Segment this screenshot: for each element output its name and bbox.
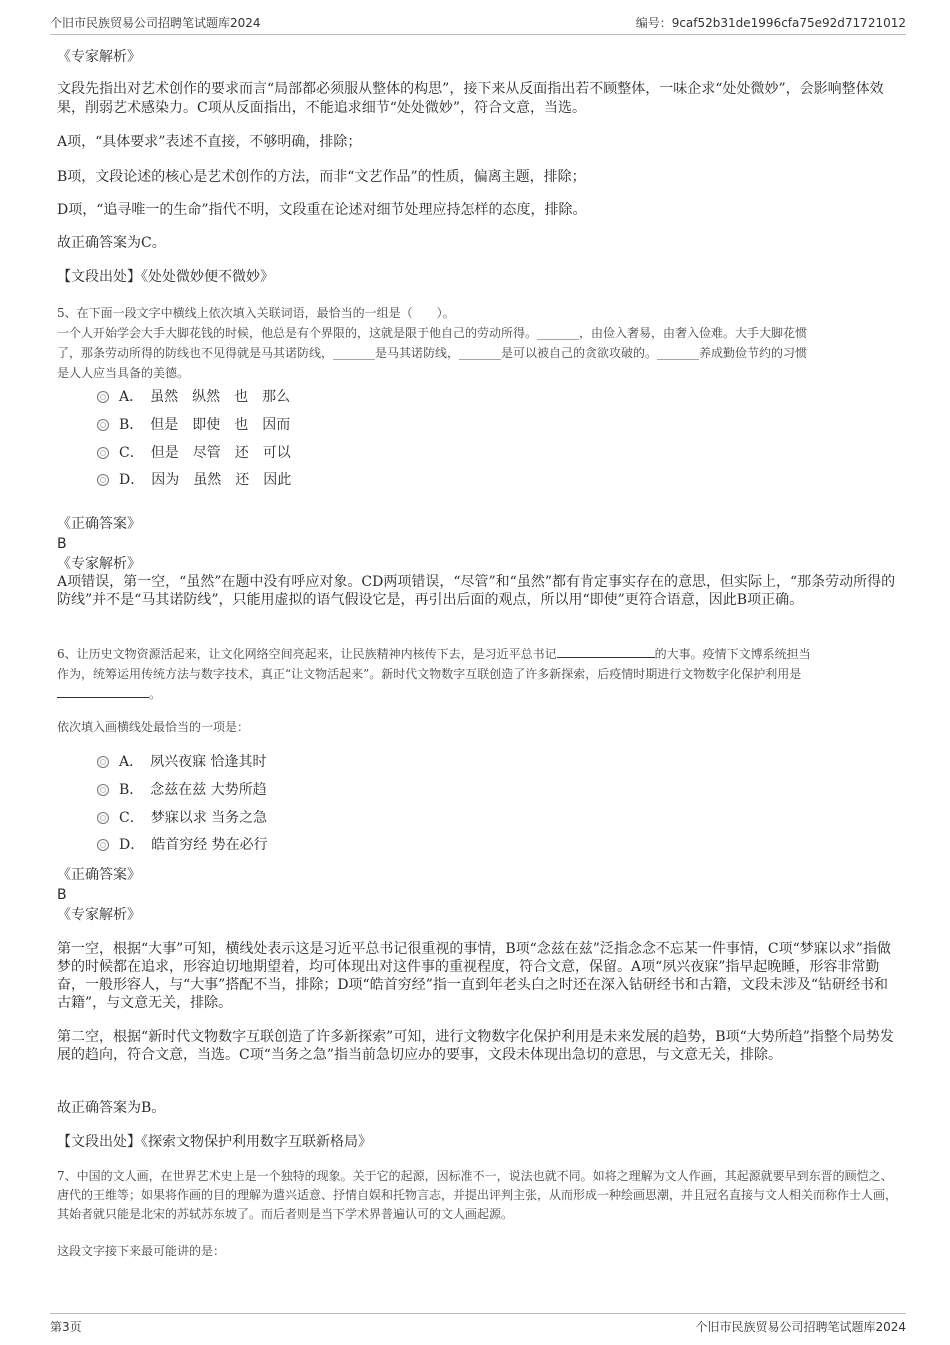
q6-answer-label: 《正确答案》 [57,867,141,883]
q6-source: 【文段出处】《探索文物保护利用数字互联新格局》 [57,1134,372,1150]
q6-analysis-label: 《专家解析》 [57,907,141,923]
q5-text-line1: 一个人开始学会大手大脚花钱的时候，他总是有个界限的，这就是限于他自己的劳动所得。_______，由俭入奢易，由奢入俭难。大手大脚花惯 [57,326,808,340]
q5-text-line3: 是人人应当具备的美德。 [57,366,190,380]
q6-stem-line2: 作为，统筹运用传统方法与数字技术，真正“让文物活起来”。新时代文物数字互联创造了许多新探索，后疫情时期进行文物数字化保护利用是 [57,667,802,681]
q6-prompt: 依次填入画横线处最恰当的一项是： [57,720,250,734]
q5-analysis: A项错误，第一空，“虽然”在题中没有呼应对象。CD两项错误，“尽管”和“虽然”都有肯定事实存在的意思，但实际上，“那条劳动所得的防线”并不是“马其诺防线”，只能用虚拟的语气假设它是，再引出后面的观点，所以用“即使”更符合语意，因此B项正确。 [57,574,896,608]
q4-analysis-a: A项，“具体要求”表述不直接，不够明确，排除； [57,134,362,150]
header-doc-id: 编号：9caf52b31de1996cfa75e92d71721012 [635,16,906,30]
q7-stem: 7、中国的文人画，在世界艺术史上是一个独特的现象。关于它的起源，因标准不一，说法也就不同。如将之理解为文人作画，其起源就要早到东晋的顾恺之、唐代的王维等；如果将作画的目的理解为遣兴适意、抒情自娱和托物言志，并提出评判主张，从而形成一种绘画思潮，并且冠名直接与文人相关而称作士人画，其始者就只能是北宋的苏轼苏东坡了。而后者则是当下学术界普遍认可的文人画起源。 [57,1169,898,1221]
q6-option-d[interactable]: D． 皓首穷经 势在必行 [97,835,268,855]
q7-prompt: 这段文字接下来最可能讲的是： [57,1244,226,1258]
q6-analysis-p1: 第一空，根据“大事”可知，横线处表示这是习近平总书记很重视的事情，B项“念兹在兹”泛指念念不忘某一件事情，C项“梦寐以求”指做梦的时候都在追求，形容迫切地期望着，均可体现出对这件事的重视程度，符合文意，保留。A项“夙兴夜寐”指早起晚睡，形容非常勤奋，一般形容人，与“大事”搭配不当，排除；D项“皓首穷经”指一直到年老头白之时还在深入钻研经书和古籍，文段未涉及“钻研经书和古籍”，与文意无关，排除。 [57,941,891,1011]
page-footer [50,1313,906,1335]
q4-source: 【文段出处】《处处微妙便不微妙》 [57,269,274,285]
q4-analysis-b: B项，文段论述的核心是艺术创作的方法，而非“文艺作品”的性质，偏离主题，排除； [57,169,586,185]
page-number: 第3页 [50,1320,82,1334]
q5-text-line2: 了，那条劳动所得的防线也不见得就是马其诺防线，_______是马其诺防线，_______是可以被自己的贪欲攻破的。_______养成勤俭节约的习惯 [57,346,808,360]
radio-icon[interactable] [97,391,109,403]
q6-stem-line3: 。 [57,685,897,704]
q4-analysis-label: 《专家解析》 [57,49,141,65]
q4-analysis-p1: 文段先指出对艺术创作的要求而言“局部都必须服从整体的构思”，接下来从反面指出若不顾整体，一味企求“处处微妙”，会影响整体效果，削弱艺术感染力。C项从反面指出，不能追求细节“处处微妙”，符合文意，当选。 [57,81,884,116]
radio-icon[interactable] [97,812,109,824]
q6-answer: B [57,887,67,903]
radio-icon[interactable] [97,784,109,796]
header-title: 个旧市民族贸易公司招聘笔试题库2024 [50,16,261,30]
radio-icon[interactable] [97,419,109,431]
q5-stem: 5、在下面一段文字中横线上依次填入关联词语，最恰当的一组是（ ）。 [57,306,455,320]
q5-option-d[interactable]: D． 因为 虽然 还 因此 [97,470,291,490]
radio-icon[interactable] [97,447,109,459]
q5-answer-label: 《正确答案》 [57,516,141,532]
q5-answer: B [57,536,67,552]
radio-icon[interactable] [97,756,109,768]
q5-option-a[interactable]: A． 虽然 纵然 也 那么 [97,387,290,407]
fill-blank [557,657,655,658]
q6-option-a[interactable]: A． 夙兴夜寐 恰逢其时 [97,752,267,772]
q5-option-c[interactable]: C． 但是 尽管 还 可以 [97,443,291,463]
fill-blank [57,697,149,698]
q4-analysis-d: D项，“追寻唯一的生命”指代不明，文段重在论述对细节处理应持怎样的态度，排除。 [57,202,587,218]
q5-option-b[interactable]: B． 但是 即使 也 因而 [97,415,290,435]
q6-answer-text: 故正确答案为B。 [57,1100,166,1116]
q5-analysis-label: 《专家解析》 [57,556,141,572]
q6-analysis-p2: 第二空，根据“新时代文物数字互联创造了许多新探索”可知，进行文物数字化保护利用是未来发展的趋势，B项“大势所趋”指整个局势发展的趋向，符合文意，当选。C项“当务之急”指当前急切应办的要事，文段未体现出急切的意思，与文意无关，排除。 [57,1029,894,1063]
q6-stem-line1: 6、让历史文物资源活起来，让文化网络空间亮起来，让民族精神内核传下去，是习近平总书记 的大事。疫情下文博系统担当 [57,647,811,661]
q6-option-c[interactable]: C． 梦寐以求 当务之急 [97,808,267,828]
radio-icon[interactable] [97,474,109,486]
q4-answer: 故正确答案为C。 [57,235,166,251]
page-header [50,14,906,35]
q6-option-b[interactable]: B． 念兹在兹 大势所趋 [97,780,267,800]
radio-icon[interactable] [97,839,109,851]
footer-title: 个旧市民族贸易公司招聘笔试题库2024 [695,1320,906,1334]
